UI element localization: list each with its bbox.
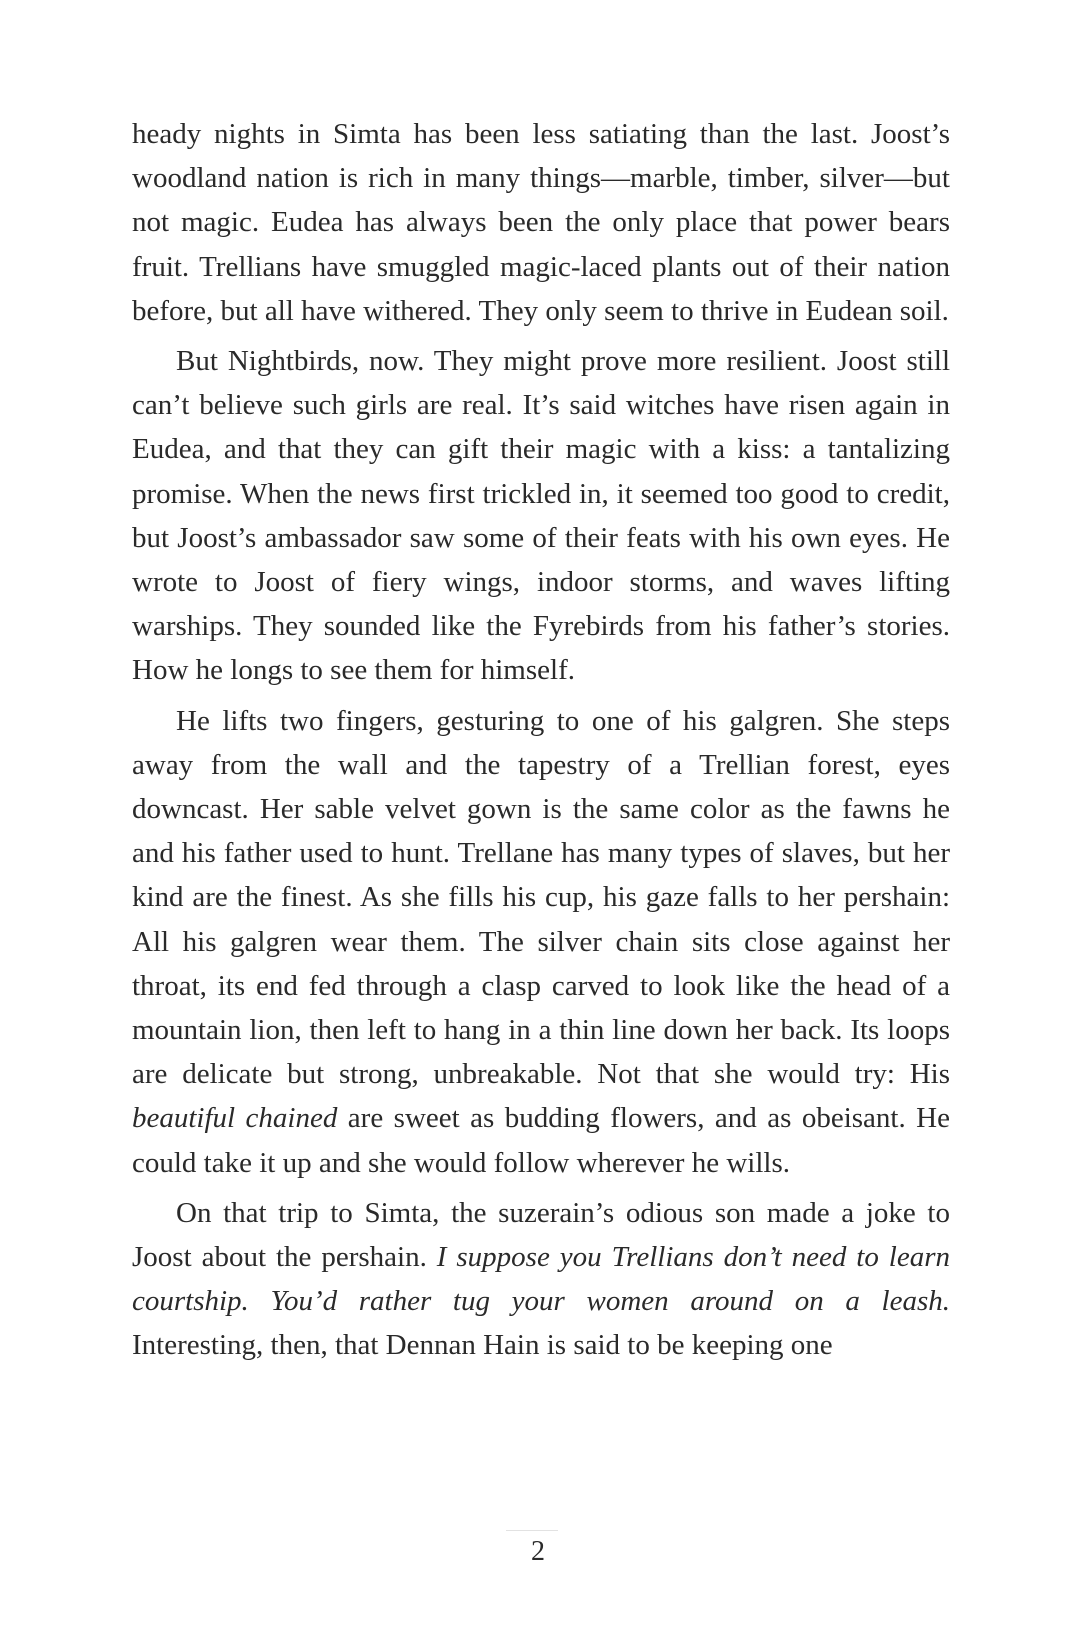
paragraph-3-italic-phrase: beautiful chained [132, 1102, 338, 1135]
paragraph-4-text-end: Interesting, then, that Dennan Hain is said to be keeping one [132, 1329, 833, 1362]
paragraph-4-text-start: On that trip to Simta, the suzerain’s odious son made a joke to Joost about the pershain. [132, 1196, 950, 1274]
paragraph-3 [132, 699, 950, 1185]
paragraph-2: But Nightbirds, now. They might prove more resilient. Joost still can’t believe such girls are real. It’s said witches have risen again in Eudea, and that they can gift their magic with a kiss: a tantalizing promise. When the news first trickled in, it seemed too good to credit, but Joost’s ambassador saw some of their feats with his own eyes. He wrote to Joost of fiery wings, indoor storms, and waves lifting warships. They sounded like the Fyrebirds from his father’s stories. How he longs to see them for himself. [132, 345, 950, 687]
page-number: 2 [531, 1536, 545, 1567]
body-text [132, 112, 950, 1368]
footer-divider [506, 1530, 558, 1531]
paragraph-3-text-start: He lifts two fingers, gesturing to one of his galgren. She steps away from the wall and the tapestry of a Trellian forest, eyes downcast. Her sable velvet gown is the same color as the fawns he and his father used to hunt. Trellane has many types of slaves, but her kind are the finest. As she fills his cup, his gaze falls to her pershain: All his galgren wear them. The silver chain sits close against her throat, its end fed through a clasp carved to look like the head of a mountain lion, then left to hang in a thin line down her back. Its loops are delicate but strong, unbreakable. Not that she would try: His [132, 704, 950, 1091]
paragraph-4-italic-quote: I suppose you Trellians don’t need to learn courtship. You’d rather tug your women around on a leash. [132, 1241, 950, 1318]
paragraph-4 [132, 1191, 950, 1368]
paragraph-3-text-end: are sweet as budding flowers, and as obeisant. He could take it up and she would follow wherever he wills. [132, 1102, 950, 1179]
paragraph-1: heady nights in Simta has been less satiating than the last. Joost’s woodland nation is rich in many things—marble, timber, silver—but not magic. Eudea has always been the only place that power bears fruit. Trellians have smuggled magic-laced plants out of their nation before, but all have withered. They only seem to thrive in Eudean soil. [132, 118, 950, 327]
